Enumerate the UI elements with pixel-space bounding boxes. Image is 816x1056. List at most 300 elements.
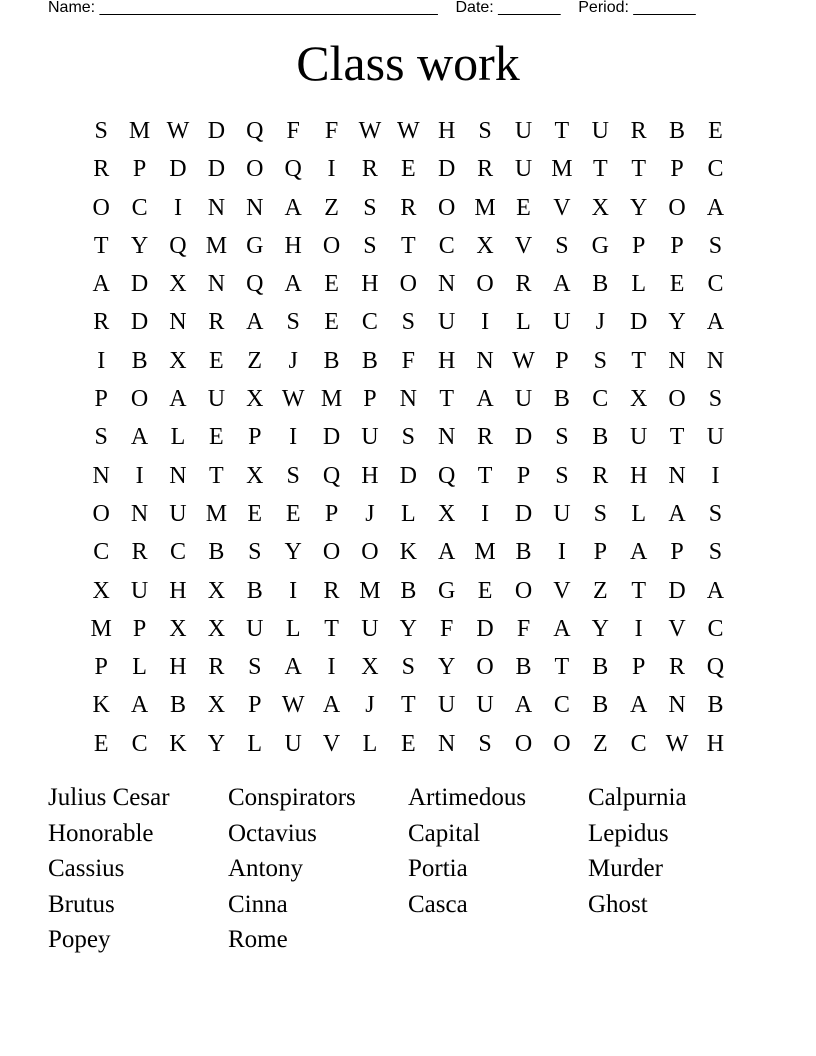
grid-letter: S: [401, 654, 415, 681]
grid-letter: O: [438, 194, 456, 221]
grid-letter: Y: [668, 309, 686, 336]
grid-letter: O: [399, 271, 417, 298]
grid-letter: X: [476, 232, 494, 259]
grid-letter: O: [322, 539, 341, 566]
grid-letter: A: [476, 386, 494, 413]
grid-letter: I: [289, 577, 298, 604]
grid-letter: O: [322, 232, 341, 259]
grid-letter: O: [514, 577, 533, 604]
grid-letter: D: [169, 156, 187, 183]
grid-letter: M: [474, 539, 496, 566]
grid-letter: E: [93, 730, 109, 757]
grid-letter: O: [92, 500, 110, 527]
header-fields: Name: ______________________________________ Date: _______ Period: _______: [48, 0, 696, 16]
word-list-item: Murder: [588, 855, 663, 883]
grid-letter: S: [401, 424, 415, 451]
grid-letter: Z: [324, 194, 339, 221]
grid-row: [82, 265, 735, 303]
grid-letter: P: [555, 347, 569, 374]
grid-letter: O: [361, 539, 379, 566]
grid-letter: S: [248, 654, 262, 681]
grid-letter: L: [631, 271, 646, 298]
grid-letter: I: [481, 500, 490, 527]
grid-letter: S: [593, 347, 607, 374]
grid-letter: X: [207, 577, 226, 604]
grid-letter: R: [131, 539, 148, 566]
grid-letter: D: [514, 424, 533, 451]
grid-letter: D: [476, 615, 494, 642]
grid-letter: I: [97, 347, 106, 374]
grid-letter: C: [131, 730, 148, 757]
grid-letter: Q: [322, 462, 341, 489]
grid-row: [82, 227, 735, 265]
grid-letter: T: [400, 232, 416, 259]
grid-letter: S: [248, 539, 262, 566]
grid-letter: X: [207, 692, 226, 719]
grid-letter: D: [438, 156, 456, 183]
grid-letter: X: [92, 577, 110, 604]
grid-letter: T: [439, 386, 455, 413]
grid-letter: O: [476, 271, 494, 298]
grid-letter: T: [324, 615, 339, 642]
grid-letter: E: [247, 500, 263, 527]
grid-letter: E: [209, 347, 224, 374]
grid-row: [82, 572, 735, 610]
grid-letter: Y: [591, 615, 609, 642]
grid-letter: B: [515, 654, 532, 681]
grid-letter: C: [131, 194, 148, 221]
grid-letter: T: [554, 118, 570, 144]
grid-letter: U: [553, 309, 571, 336]
word-list-item: Cassius: [48, 855, 125, 883]
grid-letter: Z: [247, 347, 263, 374]
grid-letter: Q: [246, 271, 264, 298]
grid-letter: M: [359, 577, 381, 604]
grid-letter: H: [169, 654, 187, 681]
grid-letter: B: [553, 386, 570, 413]
word-list-item: Capital: [408, 819, 481, 847]
grid-letter: L: [132, 654, 147, 681]
grid-letter: X: [629, 386, 648, 413]
grid-letter: S: [555, 462, 569, 489]
grid-letter: A: [514, 692, 533, 719]
grid-letter: B: [323, 347, 340, 374]
grid-letter: M: [90, 615, 112, 642]
grid-letter: P: [670, 539, 684, 566]
grid-letter: J: [288, 347, 298, 374]
grid-letter: U: [169, 500, 187, 527]
grid-letter: V: [553, 194, 571, 221]
grid-letter: R: [93, 309, 110, 336]
grid-letter: C: [169, 539, 186, 566]
grid-letter: Y: [207, 730, 226, 757]
grid-letter: N: [92, 462, 110, 489]
grid-letter: R: [477, 156, 494, 183]
word-list-row: [48, 887, 768, 923]
grid-letter: N: [207, 271, 226, 298]
word-list-item: Casca: [408, 890, 468, 918]
grid-letter: U: [514, 118, 533, 144]
grid-letter: U: [476, 692, 494, 719]
grid-letter: S: [555, 424, 569, 451]
grid-letter: T: [631, 156, 646, 183]
grid-letter: B: [131, 347, 148, 374]
grid-letter: U: [438, 692, 456, 719]
grid-letter: R: [630, 118, 647, 144]
grid-letter: U: [361, 424, 379, 451]
grid-letter: X: [246, 386, 264, 413]
grid-letter: O: [668, 386, 686, 413]
grid-letter: Q: [169, 232, 187, 259]
grid-letter: O: [130, 386, 149, 413]
grid-letter: A: [169, 386, 187, 413]
grid-letter: O: [668, 194, 686, 221]
grid-letter: T: [592, 156, 608, 183]
grid-letter: A: [629, 692, 648, 719]
grid-letter: W: [281, 692, 305, 719]
word-list-row: [48, 816, 768, 852]
word-list-item: Conspirators: [228, 784, 356, 811]
grid-letter: M: [320, 386, 343, 413]
word-list-item: Calpurnia: [588, 784, 687, 811]
grid-letter: X: [169, 615, 187, 642]
word-list-item: Octavius: [228, 819, 317, 847]
grid-letter: F: [286, 118, 300, 144]
grid-letter: O: [553, 730, 571, 757]
grid-letter: E: [285, 500, 301, 527]
grid-letter: E: [708, 118, 723, 144]
grid-letter: C: [707, 156, 724, 183]
grid-letter: P: [324, 500, 339, 527]
grid-letter: M: [128, 118, 151, 144]
grid-letter: T: [93, 232, 109, 259]
grid-letter: S: [286, 309, 300, 336]
grid-letter: M: [551, 156, 573, 183]
grid-letter: B: [515, 539, 532, 566]
grid-letter: T: [554, 654, 570, 681]
grid-letter: P: [132, 615, 147, 642]
grid-letter: T: [209, 462, 224, 489]
grid-letter: T: [477, 462, 493, 489]
grid-letter: A: [130, 424, 149, 451]
grid-letter: Z: [592, 577, 608, 604]
grid-letter: H: [361, 271, 379, 298]
word-list-item: Lepidus: [588, 819, 669, 847]
grid-letter: B: [592, 424, 609, 451]
grid-letter: O: [92, 194, 110, 221]
grid-letter: I: [634, 615, 643, 642]
grid-letter: H: [284, 232, 302, 259]
grid-letter: D: [207, 118, 226, 144]
grid-letter: P: [670, 156, 684, 183]
word-list-item: Artimedous: [408, 784, 527, 811]
grid-letter: W: [166, 118, 190, 144]
grid-letter: A: [668, 500, 686, 527]
grid-letter: H: [438, 347, 456, 374]
grid-letter: A: [284, 654, 302, 681]
grid-letter: N: [399, 386, 417, 413]
grid-letter: P: [363, 386, 377, 413]
word-list-item: Cinna: [228, 890, 288, 918]
grid-letter: A: [553, 615, 571, 642]
grid-letter: N: [169, 462, 187, 489]
grid-letter: L: [516, 309, 531, 336]
grid-letter: A: [322, 692, 341, 719]
grid-row: [82, 112, 735, 150]
grid-letter: C: [592, 386, 609, 413]
grid-letter: I: [289, 424, 298, 451]
word-list-item: Ghost: [588, 890, 648, 918]
grid-letter: O: [246, 156, 264, 183]
grid-letter: A: [92, 271, 110, 298]
grid-letter: U: [591, 118, 609, 144]
grid-letter: P: [132, 156, 147, 183]
grid-letter: B: [707, 692, 724, 719]
grid-letter: W: [281, 386, 305, 413]
grid-row: [82, 495, 735, 533]
grid-letter: N: [169, 309, 187, 336]
grid-row: [82, 725, 735, 763]
grid-letter: B: [246, 577, 263, 604]
grid-letter: E: [324, 309, 339, 336]
grid-letter: Z: [592, 730, 608, 757]
grid-letter: K: [92, 692, 110, 719]
grid-letter: A: [284, 194, 302, 221]
grid-letter: G: [591, 232, 609, 259]
grid-letter: D: [668, 577, 686, 604]
grid-letter: R: [400, 194, 417, 221]
grid-letter: S: [94, 118, 108, 144]
grid-letter: U: [130, 577, 149, 604]
grid-letter: U: [514, 156, 533, 183]
grid-letter: R: [515, 271, 532, 298]
grid-letter: A: [284, 271, 302, 298]
grid-letter: P: [593, 539, 607, 566]
grid-letter: X: [169, 271, 187, 298]
grid-letter: B: [592, 654, 609, 681]
grid-letter: Q: [438, 462, 456, 489]
grid-letter: M: [205, 232, 228, 259]
grid-letter: D: [130, 271, 149, 298]
grid-letter: R: [361, 156, 378, 183]
grid-row: [82, 533, 735, 571]
grid-letter: U: [706, 424, 725, 451]
word-list-row: [48, 922, 768, 958]
grid-letter: L: [631, 500, 646, 527]
grid-letter: H: [438, 118, 456, 144]
grid-letter: S: [401, 309, 415, 336]
grid-letter: X: [591, 194, 609, 221]
grid-letter: I: [327, 156, 336, 183]
grid-letter: S: [555, 232, 569, 259]
grid-letter: N: [246, 194, 264, 221]
grid-letter: C: [438, 232, 455, 259]
grid-letter: I: [173, 194, 182, 221]
grid-letter: W: [396, 118, 420, 144]
grid-letter: B: [592, 271, 609, 298]
grid-letter: W: [665, 730, 689, 757]
grid-letter: B: [400, 577, 417, 604]
grid-row: [82, 303, 735, 341]
grid-letter: I: [711, 462, 720, 489]
grid-letter: A: [246, 309, 264, 336]
grid-letter: E: [400, 730, 416, 757]
grid-row: [82, 418, 735, 456]
grid-letter: C: [361, 309, 378, 336]
grid-letter: R: [477, 424, 494, 451]
grid-letter: D: [322, 424, 341, 451]
grid-letter: U: [438, 309, 456, 336]
grid-row: [82, 610, 735, 648]
grid-letter: N: [668, 692, 686, 719]
grid-letter: D: [629, 309, 648, 336]
grid-letter: D: [514, 500, 533, 527]
grid-letter: N: [438, 424, 456, 451]
grid-letter: L: [400, 500, 416, 527]
grid-letter: R: [323, 577, 340, 604]
grid-letter: B: [169, 692, 186, 719]
grid-letter: R: [93, 156, 110, 183]
grid-letter: P: [248, 692, 262, 719]
grid-letter: A: [706, 577, 725, 604]
grid-letter: S: [708, 386, 723, 413]
grid-letter: N: [207, 194, 226, 221]
grid-letter: D: [399, 462, 417, 489]
grid-letter: V: [668, 615, 686, 642]
grid-letter: B: [592, 692, 609, 719]
grid-letter: S: [708, 500, 723, 527]
grid-letter: W: [512, 347, 535, 374]
grid-letter: T: [631, 577, 646, 604]
grid-letter: E: [669, 271, 685, 298]
grid-letter: E: [400, 156, 416, 183]
grid-letter: L: [285, 615, 301, 642]
grid-letter: U: [246, 615, 264, 642]
grid-letter: A: [706, 309, 725, 336]
grid-row: [82, 342, 735, 380]
grid-letter: P: [94, 386, 108, 413]
grid-letter: N: [668, 347, 686, 374]
grid-letter: V: [322, 730, 341, 757]
grid-letter: V: [553, 577, 571, 604]
grid-letter: E: [477, 577, 493, 604]
grid-letter: C: [93, 539, 110, 566]
grid-letter: C: [707, 615, 724, 642]
grid-letter: F: [516, 615, 531, 642]
grid-letter: D: [130, 309, 149, 336]
grid-letter: A: [553, 271, 571, 298]
grid-letter: U: [629, 424, 648, 451]
grid-letter: Q: [246, 118, 264, 144]
grid-letter: H: [361, 462, 379, 489]
grid-letter: O: [476, 654, 494, 681]
word-list-item: Rome: [228, 926, 288, 954]
grid-letter: Y: [438, 654, 456, 681]
grid-letter: S: [708, 539, 723, 566]
grid-letter: P: [516, 462, 531, 489]
word-list-item: Popey: [48, 926, 111, 954]
grid-letter: I: [327, 654, 336, 681]
grid-letter: A: [130, 692, 149, 719]
word-list-item: Honorable: [48, 819, 154, 847]
word-list-row: [48, 851, 768, 887]
grid-letter: E: [209, 424, 224, 451]
grid-letter: F: [401, 347, 415, 374]
grid-row: [82, 686, 735, 724]
grid-letter: X: [246, 462, 264, 489]
grid-letter: J: [595, 309, 605, 336]
grid-letter: T: [669, 424, 685, 451]
grid-letter: I: [557, 539, 566, 566]
page-title: Class work: [296, 35, 520, 91]
grid-letter: L: [247, 730, 263, 757]
word-list-item: Brutus: [48, 890, 115, 918]
grid-letter: Q: [284, 156, 302, 183]
grid-letter: M: [474, 194, 496, 221]
grid-letter: X: [207, 615, 226, 642]
grid-letter: F: [440, 615, 454, 642]
grid-letter: Q: [706, 654, 725, 681]
grid-letter: L: [362, 730, 378, 757]
grid-letter: J: [365, 692, 375, 719]
grid-letter: N: [438, 271, 456, 298]
grid-letter: T: [631, 347, 646, 374]
grid-letter: T: [400, 692, 416, 719]
grid-row: [82, 150, 735, 188]
grid-letter: N: [476, 347, 494, 374]
grid-letter: U: [284, 730, 302, 757]
grid-letter: A: [629, 539, 648, 566]
word-list-item: Antony: [228, 855, 303, 883]
grid-letter: C: [553, 692, 570, 719]
grid-letter: N: [130, 500, 149, 527]
grid-letter: Y: [130, 232, 149, 259]
grid-letter: S: [363, 232, 377, 259]
grid-letter: L: [170, 424, 186, 451]
grid-letter: N: [668, 462, 686, 489]
grid-letter: N: [706, 347, 725, 374]
grid-letter: S: [708, 232, 723, 259]
grid-letter: R: [208, 654, 225, 681]
grid-letter: Y: [399, 615, 417, 642]
grid-letter: N: [438, 730, 456, 757]
grid-letter: X: [361, 654, 379, 681]
grid-letter: R: [208, 309, 225, 336]
grid-letter: E: [324, 271, 339, 298]
word-list: [48, 780, 768, 958]
grid-letter: U: [207, 386, 226, 413]
grid-letter: K: [399, 539, 417, 566]
grid-letter: S: [363, 194, 377, 221]
grid-letter: E: [516, 194, 531, 221]
grid-letter: A: [706, 194, 725, 221]
grid-letter: P: [248, 424, 262, 451]
grid-letter: P: [631, 654, 646, 681]
grid-letter: S: [478, 118, 492, 144]
grid-letter: C: [630, 730, 647, 757]
grid-row: [82, 380, 735, 418]
grid-letter: X: [169, 347, 187, 374]
grid-letter: V: [514, 232, 533, 259]
word-list-row: [48, 780, 768, 816]
grid-letter: H: [706, 730, 725, 757]
grid-letter: U: [514, 386, 533, 413]
grid-letter: P: [94, 654, 108, 681]
grid-letter: M: [205, 500, 228, 527]
grid-letter: G: [246, 232, 264, 259]
grid-letter: I: [135, 462, 144, 489]
grid-letter: O: [514, 730, 533, 757]
